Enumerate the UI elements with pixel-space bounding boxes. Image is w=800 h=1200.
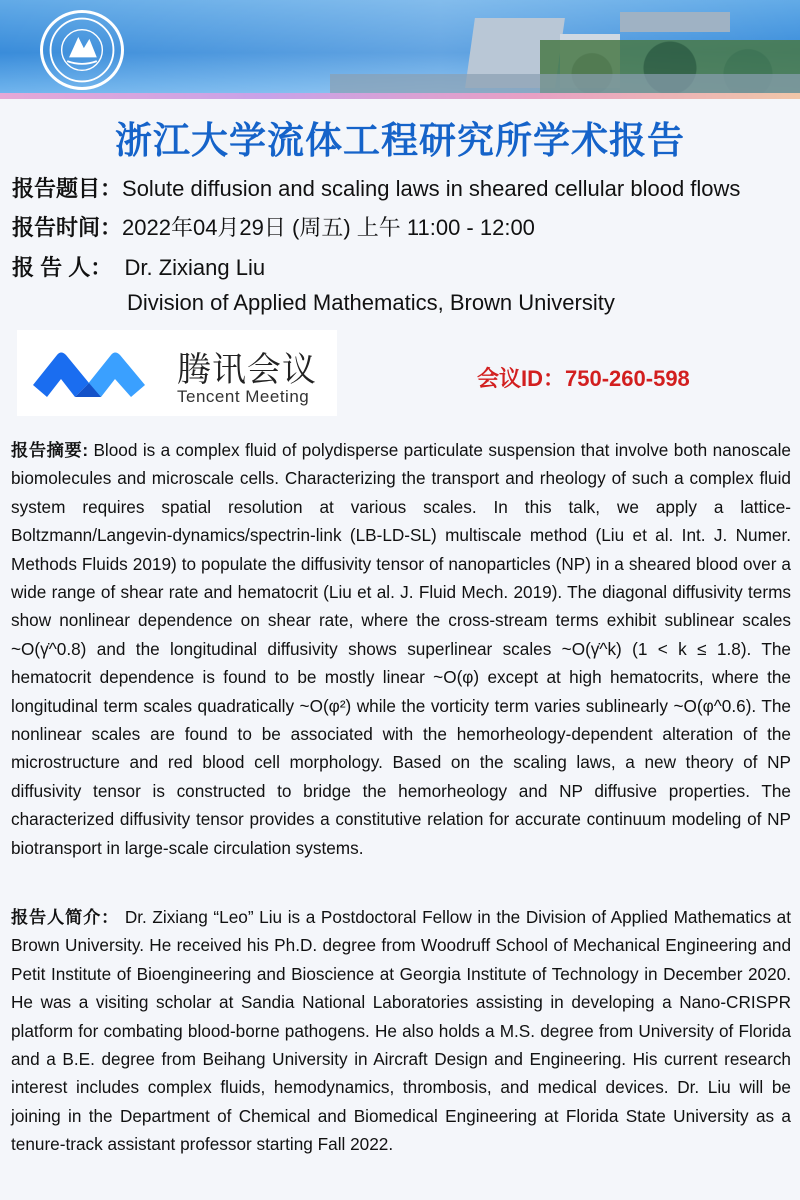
talk-time: 2022年04月29日 (周五) 上午 11:00 - 12:00 xyxy=(122,215,535,240)
meeting-id-label: 会议ID： xyxy=(477,366,566,391)
speaker-label: 报 告 人： xyxy=(12,255,113,280)
talk-time-label: 报告时间： xyxy=(12,215,123,240)
talk-time-row xyxy=(12,211,535,242)
speaker-name: Dr. Zixiang Liu xyxy=(124,255,266,280)
speaker-row xyxy=(12,251,265,282)
zju-emblem-icon xyxy=(40,10,124,90)
bio-label: 报告人简介： xyxy=(11,907,120,927)
bio-text: Dr. Zixiang “Leo” Liu is a Postdoctoral Fellow in the Division of Applied Mathematics at Brown University. He received his Ph.D. degree from Woodruff School of Mechanical Engineering and Petit Institute of Bioengineering and Bioscience at Georgia Institute of Technology in December 2020. He was a visiting scholar at Sandia National Laboratories assisting in developing a Nano-CRISPR platform for combating blood-borne pathogens. He also holds a M.S. degree from University of Florida and a B.E. degree from Beihang University in Aircraft Design and Engineering. His current research interest includes complex fluids, hemodynamics, thrombosis, and medical devices. Dr. Liu will be joining in the Department of Chemical and Biomedical Engineering at Florida State University as a tenure-track assistant professor starting Fall 2022. xyxy=(11,907,791,1155)
tencent-meeting-cn: 腾讯会议 xyxy=(177,351,317,389)
tencent-meeting-en: Tencent Meeting xyxy=(177,387,310,406)
page-title: 浙江大学流体工程研究所学术报告 xyxy=(115,120,685,161)
abstract-section xyxy=(11,436,791,862)
talk-title-row xyxy=(12,172,740,203)
abstract-text: Blood is a complex fluid of polydisperse particulate suspension that involve both nanoscale biomolecules and microscale cells. Characterizing the transport and rheology of such a complex fluid system requires spatial resolution at various scales. In this talk, we apply a lattice-Boltzmann/Langevin-dynamics/spectrin-link (LB-LD-SL) multiscale method (Liu et al. Int. J. Numer. Methods Fluids 2019) to populate the diffusivity tensor of nanoparticles (NP) in a sheared blood over a wide range of shear rate and hematocrit (Liu et al. J. Fluid Mech. 2019). The diagonal diffusivity terms show nonlinear dependence on shear rate, where the cross-stream terms exhibit sublinear scales ~O(γ̇^0.8) and the longitudinal diffusivity shows superlinear scales ~O(γ̇^k) (1 < k ≤ 1.8). The hematocrit dependence is found to be mostly linear ~O(φ) except at high hematocrits, where the longitudinal term scales quadratically ~O(φ²) while the vorticity term varies sublinearly ~O(φ^0.6). The nonlinear scales are found to be associated with the hemorheology-dependent alteration of the microstructure and red blood cell morphology. Based on the scaling laws, a new theory of NP diffusivity tensor is constructed to bridge the hemorheology and NP diffusive properties. The characterized diffusivity tensor provides a constitutive relation for accurate continuum modeling of NP biotransport in large-scale circulation systems. xyxy=(11,440,791,858)
speaker-affiliation: Division of Applied Mathematics, Brown University xyxy=(127,290,615,315)
meeting-id-value: 750-260-598 xyxy=(565,366,690,391)
talk-title: Solute diffusion and scaling laws in sheared cellular blood flows xyxy=(122,176,741,201)
banner-stripe xyxy=(0,93,800,99)
abstract-label: 报告摘要: xyxy=(11,440,89,460)
banner-building xyxy=(620,12,730,32)
meeting-id xyxy=(477,362,690,393)
talk-title-label: 报告题目： xyxy=(12,176,123,201)
tencent-meeting-icon xyxy=(31,345,147,403)
bio-section xyxy=(11,903,791,1159)
tencent-meeting-logo xyxy=(17,330,337,416)
